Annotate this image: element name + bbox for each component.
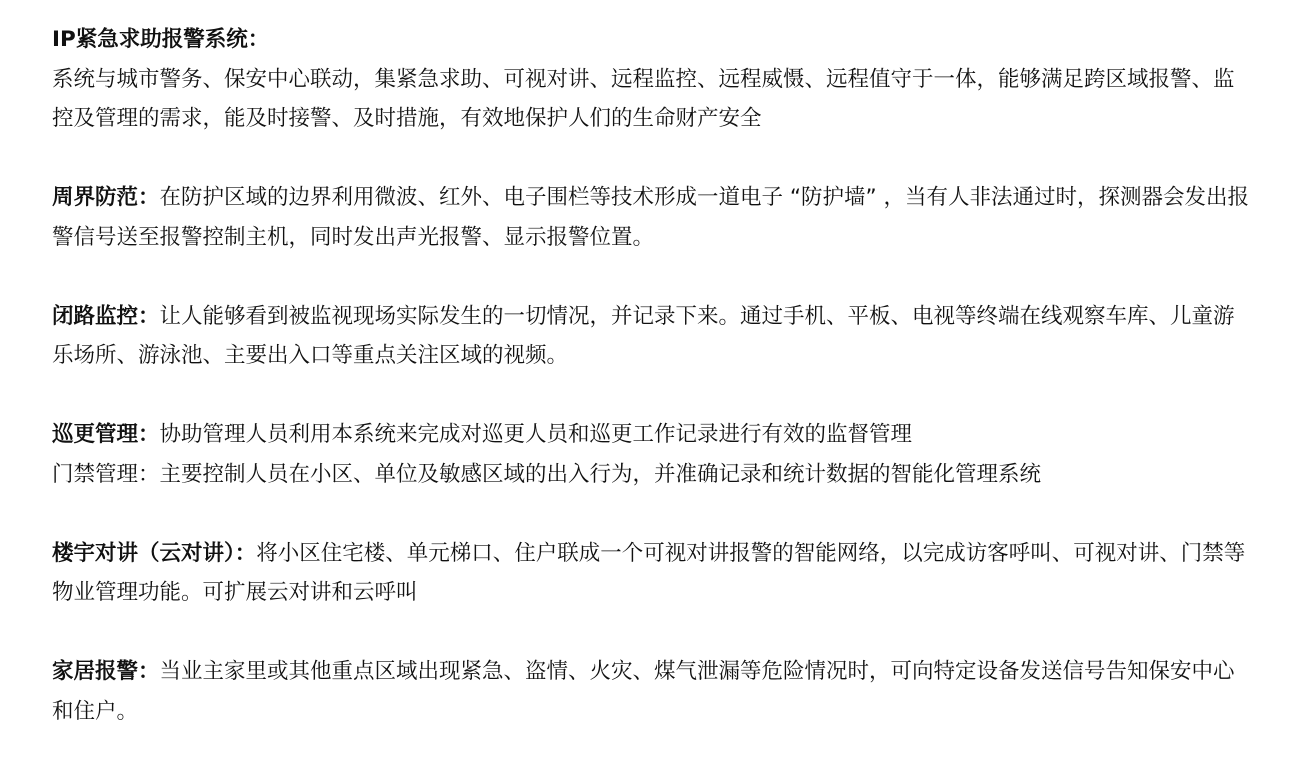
paragraph [52,178,1252,257]
paragraph [52,297,1252,376]
paragraph-text: 让人能够看到被监视现场实际发生的一切情况，并记录下来。通过手机、平板、电视等终端在线观察车库、儿童游乐场所、游泳池、主要出入口等重点关注区域的视频。 [52,303,1235,368]
paragraph-text: 协助管理人员利用本系统来完成对巡更人员和巡更工作记录进行有效的监督管理 [159,422,913,447]
section-heading: 楼宇对讲（云对讲）： [52,540,257,566]
spacer [52,613,1252,653]
section-intercom [52,534,1252,613]
section-cctv [52,297,1252,376]
section-ip-emergency [52,20,1252,139]
paragraph-text: 系统与城市警务、保安中心联动，集紧急求助、可视对讲、远程监控、远程威慑、远程值守于一体，能够满足跨区域报警、监控及管理的需求，能及时接警、及时措施，有效地保护人们的生命财产安全 [52,66,1235,131]
paragraph [52,534,1252,613]
document-body [52,20,1252,731]
paragraph [52,455,1252,495]
section-heading: IP紧急求助报警系统： [52,27,270,52]
spacer [52,139,1252,179]
paragraph-text: 将小区住宅楼、单元梯口、住户联成一个可视对讲报警的智能网络，以完成访客呼叫、可视对讲、门禁等物业管理功能。可扩展云对讲和云呼叫 [52,540,1246,605]
spacer [52,376,1252,416]
section-heading: 闭路监控： [52,303,160,329]
paragraph [52,652,1252,731]
paragraph [52,60,1252,139]
spacer [52,257,1252,297]
paragraph-text: 当业主家里或其他重点区域出现紧急、盗情、火灾、煤气泄漏等危险情况时，可向特定设备发送信号告知保安中心和住户。 [52,659,1235,724]
paragraph-text: 在防护区域的边界利用微波、红外、电子围栏等技术形成一道电子 “防护墙” ，当有人非法通过时，探测器会发出报警信号送至报警控制主机，同时发出声光报警、显示报警位置。 [52,185,1249,250]
section-heading: 巡更管理： [52,422,160,447]
paragraph-text: 门禁管理：主要控制人员在小区、单位及敏感区域的出入行为，并准确记录和统计数据的智能化管理系统 [52,461,1042,487]
paragraph [52,20,1252,60]
section-perimeter [52,178,1252,257]
section-heading: 家居报警： [52,659,160,684]
section-home-alarm [52,652,1252,731]
paragraph [52,415,1252,455]
section-patrol [52,415,1252,494]
section-heading: 周界防范： [52,185,160,210]
spacer [52,494,1252,534]
